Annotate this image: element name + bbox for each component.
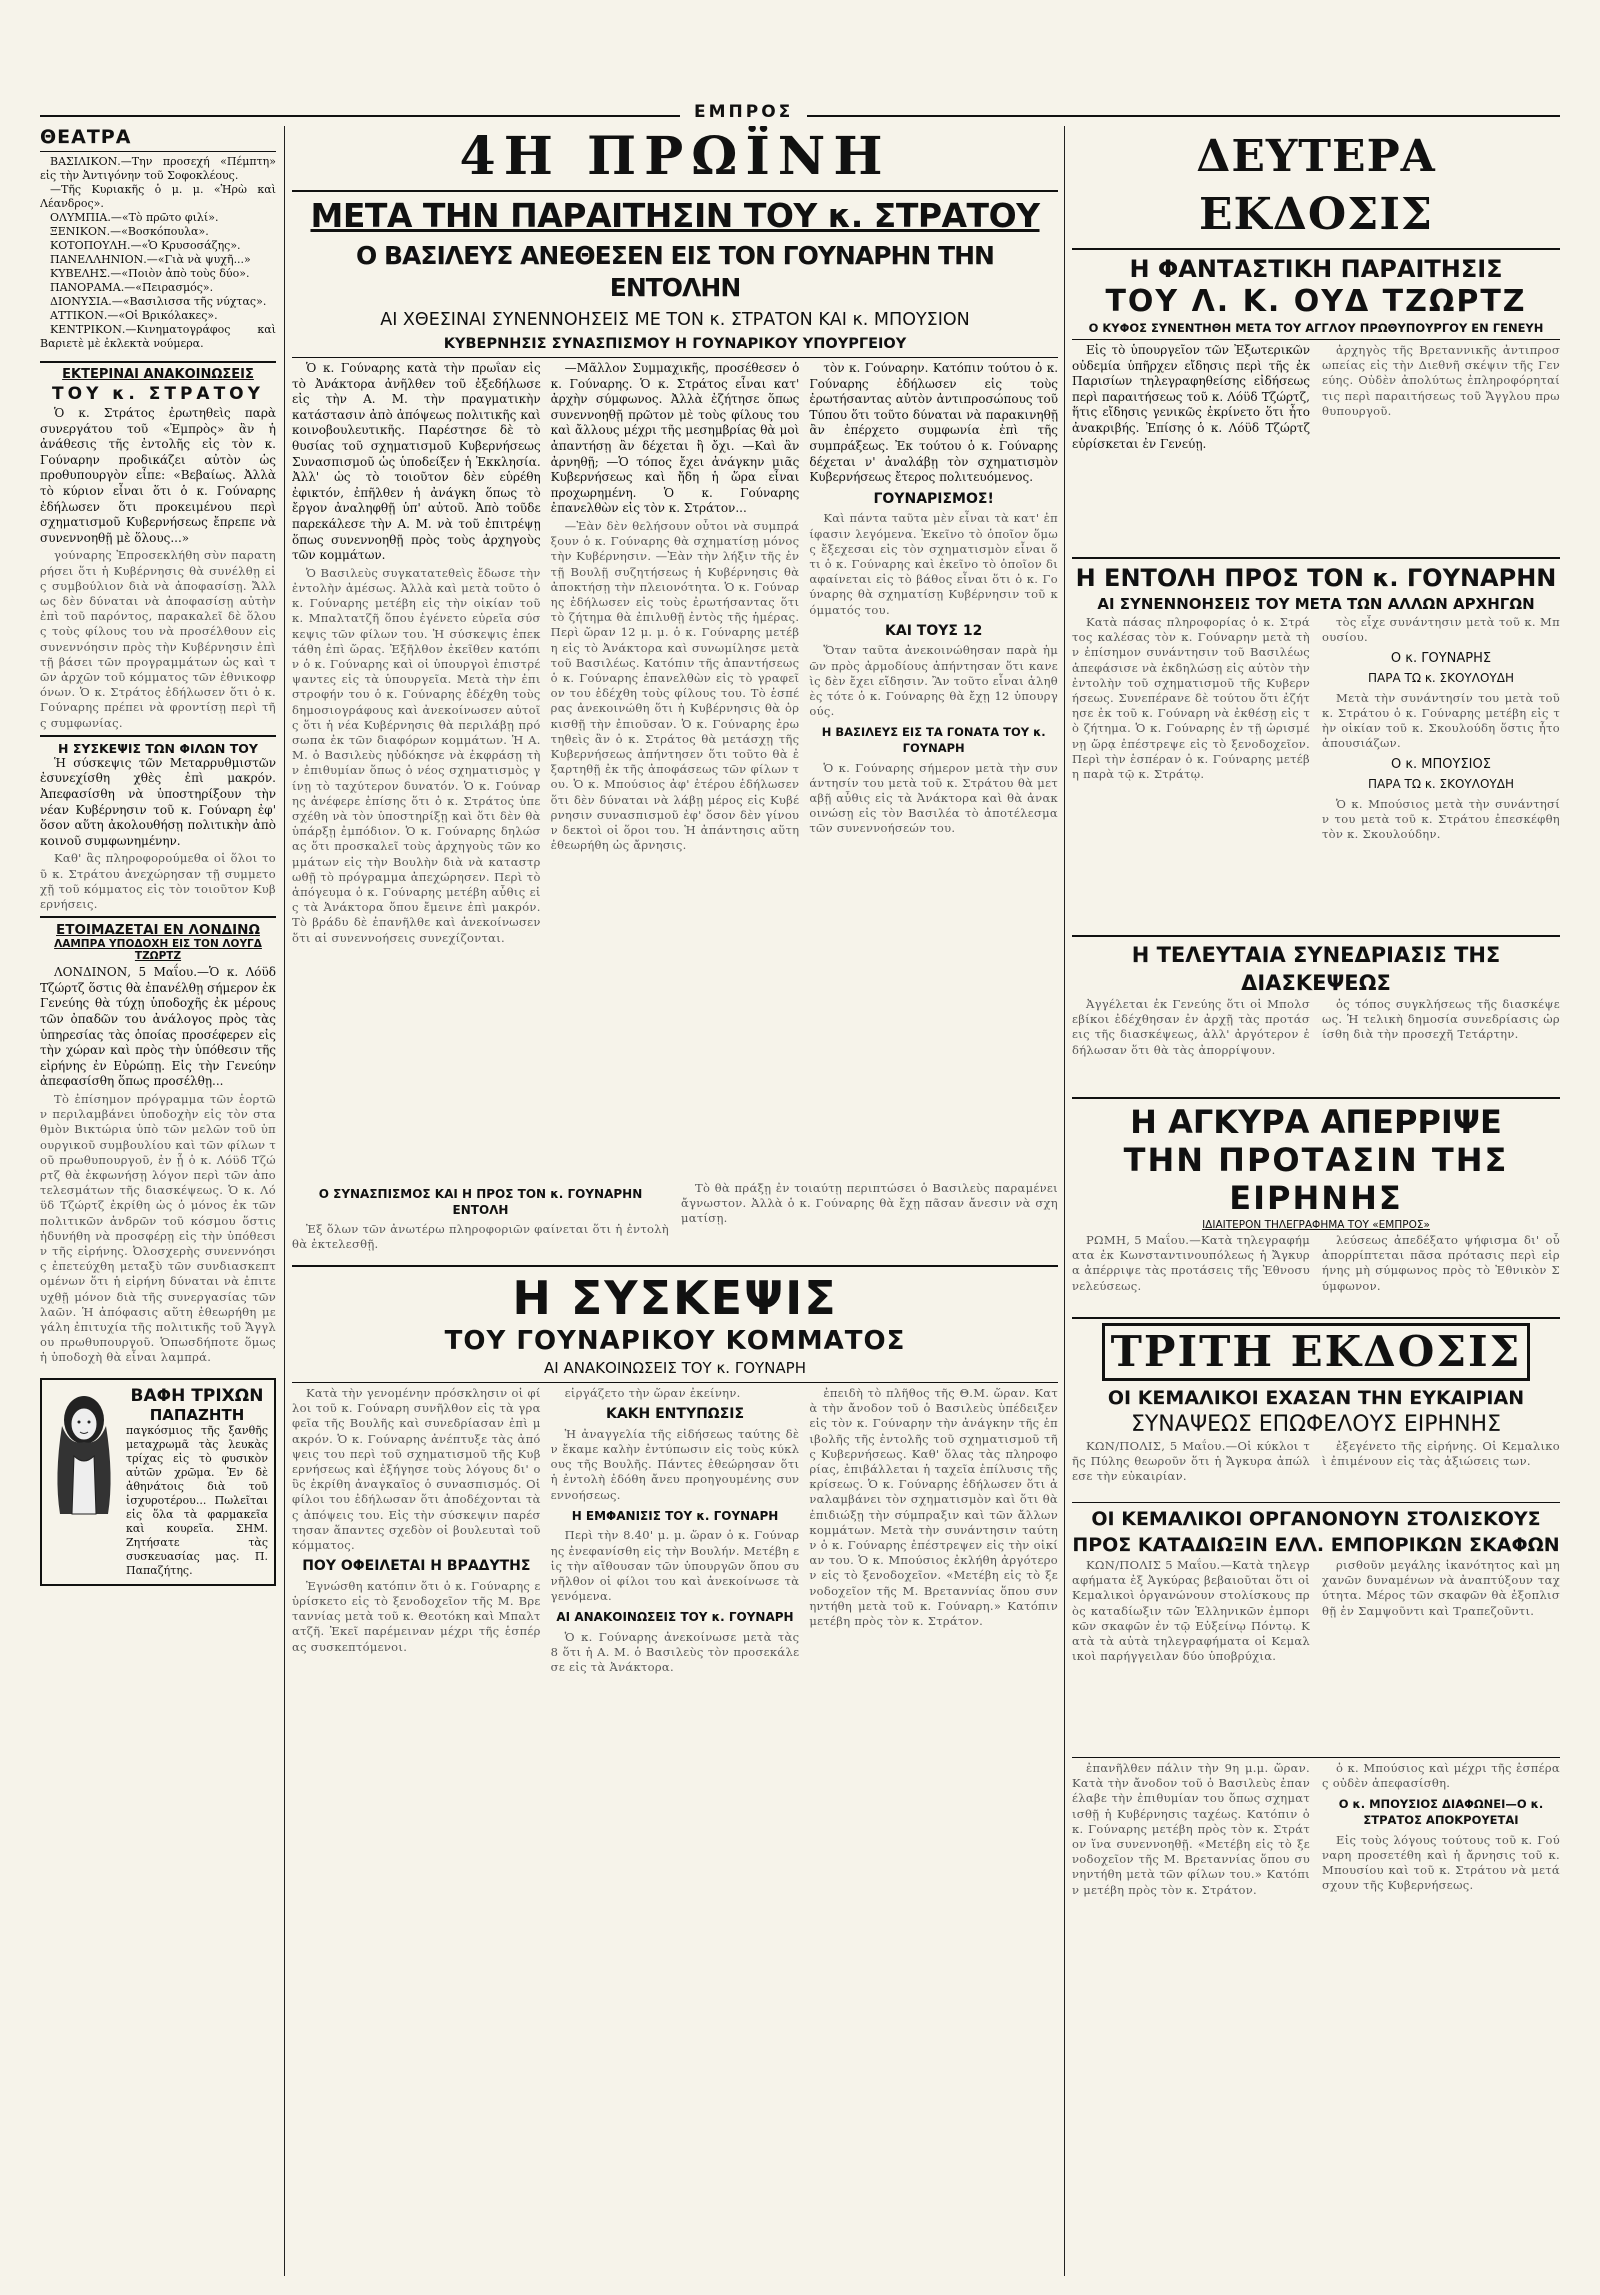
woman-portrait-icon — [48, 1386, 120, 1516]
right-bottom-col-1 — [1072, 1761, 1310, 2061]
subhead-2: ΑΙ ΧΘΕΣΙΝΑΙ ΣΥΝΕΝΝΟΗΣΕΙΣ ΜΕ ΤΟΝ κ. ΣΤΡΑΤΟΝ ΚΑΙ κ. ΜΠΟΥΣΙΟΝ — [380, 310, 970, 330]
mpousios-diafor-heading: Ο κ. ΜΠΟΥΣΙΟΣ ΔΙΑΦΩΝΕΙ—Ο κ. ΣΤΡΑΤΟΣ ΑΠΟΚΡΟΥΕΤΑΙ — [1338, 1797, 1544, 1827]
filler-text: Ἐξ ὅλων τῶν ἀνωτέρω πληροφοριῶν φαίνεται ὅτι ἡ ἐντολὴ θὰ ἐκτελεσθῇ. — [292, 1222, 669, 1252]
kemal-heading-2: ΣΥΝΑΨΕΩΣ ΕΠΩΦΕΛΟΥΣ ΕΙΡΗΝΗΣ — [1130, 1412, 1502, 1437]
ad-text: παγκόσμιος τῆς ξανθῆς μεταχρωμᾶ τὰς λευκὰς τρίχας εἰς τὸ φυσικὸν αὐτῶν χρῶμα. Ἐν δὲ ἀθηνάτοις διὰ τοῦ ἰσχυροτέρου... Πωλεῖται εἰς ὅλα τὰ φαρμακεῖα καὶ κουρεῖα. ΣΗΜ. Ζητήσατε τὰς συσκευασίας μας. Π. Παπαζήτης. — [126, 1423, 268, 1577]
mpousios-label: Ο κ. ΜΠΟΥΣΙΟΣ — [1391, 757, 1491, 773]
article-col-4 — [292, 1386, 541, 2086]
entoli-col-2 — [1322, 615, 1560, 931]
filler-text: Ὁ κ. Γούναρης ἀνεκοίνωσε μετὰ τὰς 8 ὅτι ἡ Α. Μ. ὁ Βασιλεὺς τὸν προσεκάλεσε εἰς τὰ Ἀνάκτορα. — [550, 1630, 800, 1675]
divider — [40, 361, 276, 363]
kemal-article-2 — [1072, 1558, 1560, 1754]
ai-anak-heading: ΑΙ ΑΝΑΚΟΙΝΩΣΕΙΣ ΤΟΥ κ. ΓΟΥΝΑΡΗ — [556, 1610, 794, 1625]
theatre-line: ΒΑΣΙΛΙΚΟΝ.—Την προσεχή «Πέμπτη» εἰς τὴν Ἀντιγόνην τοῦ Σοφοκλέους. — [40, 155, 276, 182]
gounaris-label: Ο κ. ΓΟΥΝΑΡΗΣ — [1390, 651, 1492, 667]
divider — [1072, 1502, 1560, 1503]
teleutaia-article — [1072, 997, 1560, 1093]
agkyra-col-1 — [1072, 1233, 1310, 1313]
synaspismos-col-2 — [681, 1181, 1058, 1261]
idiaiteron-label: ΙΔΙΑΙΤΕΡΟΝ ΤΗΛΕΓΡΑΦΗΜΑ ΤΟΥ «ΕΜΠΡΟΣ» — [1202, 1219, 1430, 1231]
emfanisis-heading: Η ΕΜΦΑΝΙΣΙΣ ΤΟΥ κ. ΓΟΥΝΑΡΗ — [571, 1508, 779, 1523]
right-article-col-2 — [1322, 343, 1560, 553]
section3-text — [40, 965, 276, 1365]
second-subheadline-2: ΑΙ ΑΝΑΚΟΙΝΩΣΕΙΣ ΤΟΥ κ. ΓΟΥΝΑΡΗ — [544, 1359, 806, 1377]
masthead — [40, 102, 1560, 124]
kemal-col-2 — [1322, 1439, 1560, 1499]
filler-text: ἀρχηγὸς τῆς Βρεταννικῆς ἀντιπροσωπείας εἰς τὴν Διεθνῆ σκέψιν τῆς Γενεύης. Οὐδὲν ἀπολύτως ἐπληροφόρηταί τις περὶ παραιτήσεως τοῦ Ἄγγλου πρωθυπουργοῦ. — [1322, 343, 1560, 418]
theatre-line: ΟΛΥΜΠΙΑ.—«Τὸ πρῶτο φιλί». — [50, 211, 219, 224]
right-headline-2: ΤΟΥ Λ. Κ. ΟΥΔ ΤΖΩΡΤΖ — [1105, 284, 1527, 319]
theatre-line: ΑΤΤΙΚΟΝ.—«Οἱ Βρικόλακες». — [50, 309, 218, 322]
article-col-5 — [551, 1386, 800, 2086]
divider — [40, 916, 276, 918]
section2-paragraph: Ἡ σύσκεψις τῶν Μεταρρυθμιστῶν ἐσυνεχίσθη χθὲς ἐπὶ μακρόν. Ἀπεφασίσθη νὰ ὑποστηρίξουν τὴν νέαν Κυβέρνησιν τοῦ κ. Γούναρη ἐφ' ὅσον αὕτη ἀκολουθήσῃ πολιτικὴν ἀπὸ κοινοῦ συμφωνημένην. — [40, 755, 276, 848]
filler-text: γούναρης Ἐπροσεκλήθη σὺν παρατηρήσει ὅτι ἡ Κυβέρνησις θὰ συνέλθῃ εἰς συμβούλιον διὰ νὰ ἀποφασίσῃ. Ἄλλως δὲν δύναται νὰ ἀποφασίσῃ αὐτὴν ἐπὶ τοῦ παρόντος, παρακαλεῖ δὲ ὅλους τοὺς φίλους του νὰ προσέλθουν εἰς συνεννόησιν πρὸς τὴν Κυβέρνησιν ἐπὶ τῇ βάσει τῶν προγραμμάτων ὡς καὶ τῶν ἀρχῶν τοῦ κόμματος τῶν ἐθνικοφρόνων. Ὁ κ. Στράτος ἐδήλωσεν ὅτι ὁ κ. Γούναρης πρέπει νὰ φροντίσῃ περὶ τῆς συμφωνίας. — [40, 548, 276, 730]
section1-title: ΕΚΤΕΡΙΝΑΙ ΑΝΑΚΟΙΝΩΣΕΙΣ — [62, 367, 254, 382]
filler-text: Κατὰ πάσας πληροφορίας ὁ κ. Στράτος καλέσας τὸν κ. Γούναρην μετὰ τὴν ἐπίσημον συνάντησιν τοῦ Βασιλέως ἀπεφάσισε νὰ ἐκδηλώσῃ εἰς αὐτὸν τὴν ἐντολὴν τοῦ σχηματισμοῦ τῆς Κυβερνήσεως. Συνεπέρανε δὲ τούτου ὅτι ἐζήτησε ἐκ τοῦ κ. Γούναρη νὰ ἐκθέσῃ εἰς τὸ ζήτημα. Ὁ κ. Γούναρης ἐν τῇ ὡρισμένῃ ὥρᾳ ἐπέστρεψε εἰς τὸ ξενοδοχεῖον. Περὶ τὴν ἑσπέραν ὁ κ. Γούναρης μετέβη παρὰ τῷ κ. Στράτῳ. — [1072, 615, 1310, 782]
filler-text: Τὸ θὰ πράξῃ ἐν τοιαύτῃ περιπτώσει ὁ Βασιλεὺς παραμένει ἄγνωστον. Ἀλλὰ ὁ κ. Γούναρης θὰ ἔχῃ πᾶσαν ἄνεσιν νὰ σχηματίσῃ. — [681, 1181, 1058, 1226]
divider — [292, 190, 1058, 192]
article-paragraph: —Μᾶλλον Συμμαχικῆς, προσέθεσεν ὁ κ. Γούναρης. Ὁ κ. Στράτος εἶναι κατ' ἀρχὴν σύμφωνος. Ἀλλὰ ἐζήτησε ὅπως συνεννοηθῇ πρῶτον μὲ τοὺς φίλους του καὶ ἄλλους μέχρι τῆς μεσημβρίας θὰ μοὶ ἀπαντήσῃ ἂν δέχεται ἢ ὄχι. —Καὶ ἂν ἀρνηθῇ; —Ὁ τόπος ἔχει ἀνάγκην μιᾶς Κυβερνήσεως καὶ ἤδη ἡ ὥρα εἶναι προχωρημένη. Ὁ κ. Γούναρης ἐπανελθὼν εἰς τὸν κ. Στράτον... — [550, 361, 800, 516]
right-headline-3: Ο ΚΥΦΟΣ ΣΥΝΕΝΤΗΘΗ ΜΕΤΑ ΤΟΥ ΑΓΓΛΟΥ ΠΡΩΘΥΠΟΥΡΓΟΥ ΕΝ ΓΕΝΕΥΗ — [1088, 321, 1544, 335]
right-headline-1: Η ΦΑΝΤΑΣΤΙΚΗ ΠΑΡΑΙΤΗΣΙΣ — [1129, 255, 1503, 283]
filler-text: Περὶ τὴν 8.40' μ. μ. ὥραν ὁ κ. Γούναρης ἐνεφανίσθη εἰς τὴν Βουλήν. Μετέβη εἰς τὴν αἴθουσαν τῶν ὑπουργῶν ὅπου συνῆλθον οἱ φίλοι του καὶ ἀνεκοίνωσε τὰ γενόμενα. — [550, 1528, 800, 1604]
filler-text: ὁ κ. Μπούσιος καὶ μέχρι τῆς ἑσπέρας οὐδὲν ἀπεφασίσθη. — [1322, 1761, 1560, 1791]
kemal-col-1 — [1072, 1439, 1310, 1499]
second-subheadline: ΤΟΥ ΓΟΥΝΑΡΙΚΟΥ ΚΟΜΜΑΤΟΣ — [444, 1326, 906, 1356]
article-columns-top — [292, 361, 1058, 1181]
subhead-1: Ο ΒΑΣΙΛΕΥΣ ΑΝΕΘΕΣΕΝ ΕΙΣ ΤΟΝ ΓΟΥΝΑΡΗΝ ΤΗΝ ΕΝΤΟΛΗΝ — [356, 241, 994, 302]
article-paragraph: Ὁ κ. Γούναρης κατὰ τὴν πρωΐαν εἰς τὸ Ἀνάκτορα ἀνῆλθεν τοῦ ἐξεδήλωσε εἰς τὴν Α. Μ. τὴν πραγματικὴν κατάστασιν ἀπὸ ἀπόψεως πολιτικῆς καὶ κοινοβουλευτικῆς. Παρέστησε δὲ τὸ θυσίας τοῦ σχηματισμοῦ Κυβερνήσεως Συνασπισμοῦ ὡς ὑποδείξεν ἡ Ἐκκλησία. Ἀλλ' ὡς τὸ τοιοῦτον δὲν εὑρέθη ἐφικτόν, ἐπῆλθεν ἡ ἀνάγκη ὅπως τὸ ἔργον ἀναληφθῇ ὑπ' αὐτοῦ. Ἀπὸ τοῦδε παρεκάλεσε τὴν Α. Μ. νὰ τοῦ ἐπιτρέψῃ ὅπως συνεννοηθῇ πρὸς τοὺς ἀρχηγοὺς τῶν κομμάτων. — [292, 361, 541, 563]
edition-title: 4Η ΠΡΩΪΝΗ — [459, 126, 891, 187]
divider — [1072, 935, 1560, 937]
theatre-line: ΞΕΝΙΚΟΝ.—«Βοσκόπουλα». — [50, 225, 209, 238]
gounarismos-heading: ΓΟΥΝΑΡΙΣΜΟΣ! — [873, 490, 994, 507]
filler-text: ΡΩΜΗ, 5 Μαΐου.—Κατὰ τηλεγραφήματα ἐκ Κωνσταντινουπόλεως ἡ Ἄγκυρα ἀπέρριψε τὰς προτάσεις τῆς Ἐθνοσυνελεύσεως. — [1072, 1233, 1310, 1293]
kemal-col-3 — [1072, 1558, 1310, 1754]
second-edition-title: ΔΕΥΤΕΡΑ ΕΚΔΟΣΙΣ — [1196, 131, 1436, 240]
filler-text: ἐπανῆλθεν πάλιν τὴν 9η μ.μ. ὥραν. Κατὰ τὴν ἄνοδον τοῦ ὁ Βασιλεὺς ἐπανέλαβε τὴν ἐπιθυμίαν του ὅπως σχηματισθῇ ἡ Κυβέρνησις ταχέως. Κατόπιν ὁ κ. Γούναρης μετέβη πρὸς τὸν κ. Στράτον ἵνα συνεννοηθῇ. «Μετέβη εἰς τὸ ξενοδοχεῖον τῆς Μ. Βρεταννίας ὅπου συνηντήθη μετὰ τῶν φίλων του.» Κατόπιν μετέβη πρὸς τὸν κ. Στράτον. — [1072, 1761, 1310, 1897]
article-paragraph: Εἰς τὸ ὑπουργεῖον τῶν Ἐξωτερικῶν οὐδεμία ὑπῆρχεν εἴδησις περὶ τῆς ἐκ Παρισίων τηλεγραφηθείσης εἰδήσεως περὶ παραιτήσεως τοῦ κ. Λόϋδ Τζώρτζ, ἥτις εἴδησις γενικῶς ἐκρίνετο ὅτι ἦτο ἀνακριβής. Ἐπίσης ὁ κ. Λόϋδ Τζώρτζ εὑρίσκεται ἐν Γενεύῃ. — [1072, 343, 1310, 451]
agkyra-heading: Η ΑΓΚΥΡΑ ΑΠΕΡΡΙΨΕ — [1130, 1103, 1502, 1141]
divider — [292, 1382, 1058, 1383]
synaspismos-heading: Ο ΣΥΝΑΣΠΙΣΜΟΣ ΚΑΙ Η ΠΡΟΣ ΤΟΝ κ. ΓΟΥΝΑΡΗΝ ΕΝΤΟΛΗ — [318, 1187, 643, 1217]
article-col-3 — [809, 361, 1058, 1181]
filler-text: Εἰς τοὺς λόγους τούτους τοῦ κ. Γούναρη προσετέθη καὶ ἡ ἄρνησις τοῦ κ. Μπουσίου καὶ τοῦ κ. Στράτου νὰ μετάσχουν τῆς Κυβερνήσεως. — [1322, 1832, 1560, 1893]
filler-text: τὸς εἶχε συνάντησιν μετὰ τοῦ κ. Μπουσίου. — [1322, 615, 1560, 645]
section3-subtitle: ΛΑΜΠΡΑ ΥΠΟΔΟΧΗ ΕΙΣ ΤΟΝ ΛΟΥΓΔ ΤΖΩΡΤΖ — [54, 938, 262, 963]
entoli-article — [1072, 615, 1560, 931]
divider — [1072, 248, 1560, 250]
theatre-line: ΚΥΒΕΛΗΣ.—«Ποιὸν ἀπὸ τοὺς δύο». — [50, 267, 250, 280]
filler-text: Καὶ πάντα ταῦτα μὲν εἶναι τὰ κατ' ἐπίφασιν λεγόμενα. Ἐκεῖνο τὸ ὁποῖον ὅμως ἔξεχεσαι εἰς τὸν σχηματισμὸν εἶναι ὅτι ὁ κ. Γούναρης καὶ ἐκεῖνο τὸ ὁποῖον διαφαίνεται εἰς τὸ βάθος εἶναι ὅτι ὁ κ. Γούναρης θὰ σχηματίσῃ Κυβέρνησιν τοῦ κόμματός του. — [809, 511, 1058, 617]
article-paragraph: τὸν κ. Γούναρην. Κατόπιν τούτου ὁ κ. Γούναρης ἐδήλωσεν εἰς τοὺς ἐρωτήσαντας αὐτὸν ἀντιπροσώπους τοῦ Τύπου ὅτι τοῦτο δύναται νὰ παρακινηθῇ ἂν ἐπέρχετο συμφωνία ἐπὶ τῆς συμπράξεως. Ἐκ τούτου ὁ κ. Γούναρης δέχεται ν' ἀναλάβῃ τὸν σχηματισμὸν Κυβερνήσεως ἔτερος πολιτευόμενος. — [809, 361, 1058, 485]
hair-dye-ad — [40, 1378, 276, 1586]
theatre-line: ΚΕΝΤΡΙΚΟΝ.—Κινηματογράφος καὶ Βαριετὲ μὲ ἐκλεκτὰ νούμερα. — [40, 323, 276, 350]
agkyra-subheading: ΤΗΝ ΠΡΟΤΑΣΙΝ ΤΗΣ ΕΙΡΗΝΗΣ — [1123, 1141, 1509, 1217]
filler-text: ὁς τόπος συγκλήσεως τῆς διασκέψεως. Ἡ τελικὴ δημοσία συνεδρίασις ὡρίσθη διὰ τὴν προσεχῆ Τετάρτην. — [1322, 997, 1560, 1042]
synaspismos-col — [292, 1181, 669, 1261]
divider — [40, 151, 276, 152]
teleutaia-col-2 — [1322, 997, 1560, 1093]
divider — [40, 735, 276, 737]
filler-text: Ὁ κ. Γούναρης σήμερον μετὰ τὴν συνάντησίν του μετὰ τοῦ κ. Στράτου θὰ μεταβῇ αὖθις εἰς τὰ Ἀνάκτορα καὶ θὰ ἀνακοινώσῃ εἰς τὸν Βασιλέα τὸ ἀποτέλεσμα τῶν συνεννοήσεών του. — [809, 760, 1058, 836]
vasileus-heading: Η ΒΑΣΙΛΕΥΣ ΕΙΣ ΤΑ ΓΟΝΑΤΑ ΤΟΥ κ. ΓΟΥΝΑΡΗ — [821, 725, 1046, 755]
filler-text: Τὸ ἐπίσημον πρόγραμμα τῶν ἑορτῶν περιλαμβάνει ὑποδοχὴν εἰς τὸν σταθμὸν Βικτώρια ὑπὸ τῶν μελῶν τοῦ ὑπουργικοῦ συμβουλίου καὶ τῶν φίλων τοῦ πρωθυπουργοῦ, ἐν ᾗ ὁ κ. Λόϋδ Τζώρτζ θὰ ἐκφωνήσῃ λόγον περὶ τῶν ἀποτελεσμάτων τῆς διασκέψεως. Ὁ κ. Λόϋδ Τζώρτζ ἐκρίθη ὡς ὁ μόνος ἐκ τῶν πολιτικῶν ἀνδρῶν τοῦ κόσμου ὅστις ἠδυνήθη νὰ προσφέρῃ εἰς τὴν ὑπόθεσιν τῆς εἰρήνης. Ὀλοσχερὴς συνεννόησις ἐπετεύχθη μεταξὺ τῶν συνδιασκεπτομένων ὅτι ἡ εἰρήνη δύναται νὰ ἐπιτευχθῇ μόνον διὰ τῆς συνεργασίας τῶν λαῶν. Ἡ ἀπόφασις αὕτη ἐθεωρήθη μεγάλη ἐπιτυχία τῆς πολιτικῆς τοῦ Ἄγγλου πρωθυπουργοῦ. Ὁπωσδήποτε ὅμως ἡ ὑποδοχὴ θὰ εἶναι λαμπρά. — [40, 1091, 276, 1365]
divider — [1072, 1317, 1560, 1319]
filler-text: Καθ' ἃς πληροφορούμεθα οἱ ὅλοι τοῦ κ. Στράτου ἀνεχώρησαν τῇ συμμετοχῇ τοῦ κόμματος εἰς τὸν τοιοῦτον Κυβερνήσεις. — [40, 851, 276, 911]
filler-text: Ἐγνώσθη κατόπιν ὅτι ὁ κ. Γούναρης εὑρίσκετο εἰς τὸ ξενοδοχεῖον τῆς Μ. Βρεταννίας μετὰ τοῦ κ. Θεοτόκη καὶ Μπαλτατζῆ. Ἐκεῖ παρέμειναν μέχρι τῆς ἑσπέρας συσκεπτόμενοι. — [292, 1578, 541, 1654]
filler-text: Ὁ κ. Μπούσιος μετὰ τὴν συνάντησίν του μετὰ τοῦ κ. Στράτου ἐπεσκέφθη τὸν κ. Σκουλούδην. — [1322, 796, 1560, 841]
right-column — [1072, 126, 1560, 2276]
divider — [1072, 557, 1560, 559]
kemal-heading-4: ΠΡΟΣ ΚΑΤΑΔΙΩΞΙΝ ΕΛΛ. ΕΜΠΟΡΙΚΩΝ ΣΚΑΦΩΝ — [1072, 1534, 1560, 1556]
filler-text: Ἀγγέλεται ἐκ Γενεύης ὅτι οἱ Μπολσεβίκοι ἐδέχθησαν ἐν ἀρχῇ τὰς προτάσεις τῆς διασκέψεως, ἀλλ' ἀργότερον ἐδήλωσαν ὅτι θὰ τὰς ἀπορρίψουν. — [1072, 997, 1310, 1057]
column-rule — [1064, 126, 1065, 2276]
column-rule — [284, 126, 285, 2276]
filler-text: ΚΩΝ/ΠΟΛΙΣ 5 Μαΐου.—Κατὰ τηλεγραφήματα ἐξ Ἀγκύρας βεβαιοῦται ὅτι οἱ Κεμαλικοὶ ὀργανώνουν στολίσκους πρὸς καταδίωξιν τῶν Ἑλληνικῶν ἐμπορικῶν σκαφῶν ἐν τῷ Εὐξείνῳ Πόντῳ. Κατὰ τὰ αὐτὰ τηλεγραφήματα οἱ Κεμαλικοὶ παρήγγειλαν δύο ὑποβρύχια. — [1072, 1558, 1310, 1664]
filler-text: Κατὰ τὴν γενομένην πρόσκλησιν οἱ φίλοι τοῦ κ. Γούναρη συνῆλθον εἰς τὰ γραφεῖα τῆς Βουλῆς καὶ συνεδρίασαν ἐπὶ μακρόν. Ὁ κ. Γούναρης ἀνέπτυξε τὰς ἀπόψεις του περὶ τοῦ σχηματισμοῦ τῆς Κυβερνήσεως καὶ ἐξήγησε τοὺς λόγους δι' οὓς ἐκρίθη ἀναγκαῖος ὁ συνασπισμός. Οἱ φίλοι του ἐδήλωσαν ὅτι ἀποδέχονται τὰς ἀπόψεις του. Εἰς τὴν σύσκεψιν παρέστησαν ἅπαντες σχεδὸν οἱ βουλευταὶ τοῦ κόμματος. — [292, 1386, 541, 1553]
teleutaia-col-1 — [1072, 997, 1310, 1093]
kaki-heading: ΚΑΚΗ ΕΝΤΥΠΩΣΙΣ — [605, 1406, 745, 1423]
section3-title: ΕΤΟΙΜΑΖΕΤΑΙ ΕΝ ΛΟΝΔΙΝΩ — [56, 922, 260, 939]
ad-subtitle: ΠΑΠΑΖΗΤΗ — [149, 1405, 245, 1424]
theatre-line: ΚΟΤΟΠΟΥΛΗ.—«Ὁ Κρυσοσάζης». — [50, 239, 241, 252]
main-headline: ΜΕΤΑ ΤΗΝ ΠΑΡΑΙΤΗΣΙΝ ΤΟΥ κ. ΣΤΡΑΤΟΥ — [310, 196, 1040, 235]
ad-title: ΒΑΦΗ ΤΡΙΧΩΝ — [130, 1385, 264, 1406]
section1-paragraph: Ὁ κ. Στράτος ἐρωτηθεὶς παρὰ συνεργάτου τοῦ «Ἐμπρὸς» ἂν ἡ ἀνάθεσις τῆς ἐντολῆς εἰς τὸν κ. Γούναρην προδικάζει αὐτὸν ὡς προθυπουργὸν εἶπε: «Βεβαίως. Ἀλλὰ τὸ κύριον εἶναι ὅτι ὁ κ. Γούναρης ἐδήλωσεν ὅτι προκειμένου περὶ σχηματισμοῦ Κυβερνήσεως ἔπρεπε νὰ συνεννοηθῇ μὲ ὅλους...» — [40, 406, 276, 545]
subhead-3: ΚΥΒΕΡΝΗΣΙΣ ΣΥΝΑΣΠΙΣΜΟΥ Η ΓΟΥΝΑΡΙΚΟΥ ΥΠΟΥΡΓΕΙΟΥ — [443, 336, 907, 352]
entoli-col-1 — [1072, 615, 1310, 931]
article-col-1 — [292, 361, 541, 1181]
filler-text: Ὁ Βασιλεὺς συγκατατεθεὶς ἔδωσε τὴν ἐντολὴν ἀμέσως. Ἀλλὰ καὶ μετὰ τοῦτο ὁ κ. Γούναρης μετέβη εἰς τὴν οἰκίαν τοῦ κ. Μπαλτατζῆ ὅπου ἐγένετο εὐρεῖα σύσκεψις τῶν φίλων του. Ἡ σύσκεψις ἐπεκτάθη ἐπὶ ὥρας. Ἐξῆλθον ἐκεῖθεν κατόπιν ὁ κ. Γούναρης καὶ οἱ ὑπουργοὶ ἐπιστρέψαντες εἰς τὰ ὑπουργεῖα. Μετὰ τὴν ἐπιστροφήν του ὁ κ. Γούναρης ἐδέχθη τοὺς δημοσιογράφους καὶ ἀνεκοίνωσεν αὐτοῖς ὅτι ἡ νέα Κυβέρνησις θὰ περιλάβῃ πρόσωπα ἐκ τῶν διαφόρων κομμάτων. Ἡ Α. Μ. ὁ Βασιλεὺς ηὐδόκησε νὰ ἐκφράσῃ τὴν ἐπιθυμίαν ὅπως ὁ νέος σχηματισμὸς γίνῃ τὸ ταχύτερον δυνατόν. Ὁ κ. Γούναρης ἀνέφερε ἐπίσης ὅτι ὁ κ. Στράτος ὑπεσχέθη νὰ τὸν ὑποστηρίξῃ καὶ ὅτι δὲν θὰ ὑπάρξῃ ἐμπόδιον. Ὁ κ. Γούναρης δηλώσας ὅτι προσκαλεῖ τοὺς ἀρχηγοὺς τῶν κομμάτων εἰς τὴν Βουλὴν διὰ νὰ καταστρωθῇ τὸ πρόγραμμα ἀπεχώρησεν. Περὶ τὸ ἀπόγευμα ὁ κ. Γούναρης μετέβη αὖθις εἰς τὰ Ἀνάκτορα ὅπου ἔμεινε ἐπὶ μακρόν. Τὸ βράδυ δὲ ἐπανῆλθε καὶ ἀνεκοίνωσεν ὅτι αἱ συνεννοήσεις συνεχίζονται. — [292, 565, 541, 945]
theatre-title: ΘΕΑΤΡΑ — [40, 126, 132, 148]
filler-text: —Ἐὰν δὲν θελήσουν οὗτοι νὰ συμπράξουν ὁ κ. Γούναρης θὰ σχηματίσῃ μόνος τὴν Κυβέρνησιν. —Ἐὰν τὴν λήξιν τῆς ἐν τῇ Βουλῇ συζητήσεως ἡ Κυβέρνησις θὰ ἀποκτήσῃ τὴν πλειονότητα. Ὁ κ. Γούναρης ἐδήλωσεν εἰς τοὺς ἐρωτήσαντας ὅτι τὸ ζήτημα θὰ ἐπιλυθῇ ἐντὸς τῆς ἡμέρας. Περὶ ὥραν 12 μ. μ. ὁ κ. Γούναρης μετέβη εἰς τὸ Ἀνάκτορα καὶ συνωμίλησε μετὰ τοῦ Βασιλέως. Κατόπιν τῆς ἀπαντήσεως ὁ κ. Γούναρης ἐπανελθὼν εἰς τὸ γραφεῖον του ἐδέχθη τοὺς φίλους του. Τὸ ἑσπέρας ἀνεκοινώθη ὅτι ἡ Κυβέρνησις θὰ ὁρκισθῇ τὴν ἐπιοῦσαν. Ὁ κ. Γούναρης ἐρωτηθεὶς ἂν ὁ κ. Στράτος θὰ μετάσχῃ τῆς Κυβερνήσεως ἀπήντησεν ὅτι τοῦτο θὰ ἐξαρτηθῇ ἐκ τῆς ἀποφάσεως τῶν φίλων του. Ὁ κ. Μπούσιος ἀφ' ἑτέρου ἐδήλωσεν ὅτι δὲν δύναται νὰ λάβῃ μέρος εἰς Κυβέρνησιν συνασπισμοῦ ἐφ' ὅσον δὲν γίνουν δεκτοὶ οἱ ὅροι του. Ἡ ἀπάντησις αὕτη ἐθεωρήθη ὡς ἄρνησις. — [550, 518, 800, 853]
divider — [292, 357, 1058, 358]
right-bottom-article — [1072, 1761, 1560, 2061]
filler-text: Ἡ ἀναγγελία τῆς εἰδήσεως ταύτης δὲν ἔκαμε καλὴν ἐντύπωσιν εἰς τοὺς κύκλους τῆς Βουλῆς. Πάντες ἐθεώρησαν ὅτι ἡ ἐντολὴ ἐδόθη ἄνευ προηγουμένης συνεννοήσεως. — [550, 1426, 800, 1502]
theatre-line: ΔΙΟΝΥΣΙΑ.—«Βασιλισσα τῆς νύχτας». — [50, 295, 267, 308]
theatre-line: ΠΑΝΟΡΑΜΑ.—«Πειρασμός». — [50, 281, 214, 294]
theatre-line: —Τῆς Κυριακῆς ὁ μ. μ. «Ἡρὼ καὶ Λέανδρος». — [40, 183, 276, 210]
second-headline: Η ΣΥΣΚΕΨΙΣ — [512, 1271, 838, 1325]
agkyra-col-2 — [1322, 1233, 1560, 1313]
left-column — [40, 126, 276, 2276]
divider — [1072, 339, 1560, 340]
section3-paragraph: ΛΟΝΔΙΝΟΝ, 5 Μαΐου.—Ὁ κ. Λόϋδ Τζώρτζ ὅστις θὰ ἐπανέλθῃ σήμερον ἐκ Γενεύης θὰ τύχῃ ὑποδοχῆς ἐκ μέρους τῶν ὀπαδῶν του ἀνάλογος πρὸς τὰς ὑπηρεσίας τὰς ὁποίας προσέφερεν εἰς τὴν χώραν καὶ πρὸς τὴν ὑπόθεσιν τῆς εἰρήνης ἐν Εὐρώπῃ. Εἰς τὴν Γενεύην ἀπεφασίσθη ὅπως προσέλθῃ... — [40, 965, 276, 1089]
right-article-col-1 — [1072, 343, 1310, 553]
gounaris-sub: ΠΑΡΑ ΤΩ κ. ΣΚΟΥΛΟΥΔΗ — [1368, 671, 1514, 685]
kemal-heading-3: ΟΙ ΚΕΜΑΛΙΚΟΙ ΟΡΓΑΝΟΝΟΥΝ ΣΤΟΛΙΣΚΟΥΣ — [1091, 1508, 1541, 1530]
filler-text: Ὅταν ταῦτα ἀνεκοινώθησαν παρὰ ἡμῶν πρὸς ἀρμοδίους ἀπήντησαν ὅτι κανεὶς δὲν ἔχει εἴδησιν. Ἂν τοῦτο εἶναι ἀληθὲς τότε ὁ κ. Γούναρης θὰ ἔχῃ 12 ὑπουργούς. — [809, 643, 1058, 719]
section1-text — [40, 406, 276, 731]
kemal-heading-1: ΟΙ ΚΕΜΑΛΙΚΟΙ ΕΧΑΣΑΝ ΤΗΝ ΕΥΚΑΙΡΙΑΝ — [1107, 1387, 1525, 1409]
filler-text: ἐξεγένετο τῆς εἰρήνης. Οἱ Κεμαλικοὶ ἐπιμένουν εἰς τὰς ἀξιώσεις των. — [1322, 1439, 1560, 1469]
teleutaia-heading: Η ΤΕΛΕΥΤΑΙΑ ΣΥΝΕΔΡΙΑΣΙΣ ΤΗΣ ΔΙΑΣΚΕΨΕΩΣ — [1131, 943, 1501, 995]
synaspismos-block — [292, 1181, 1058, 1261]
filler-text: ἐπειδὴ τὸ πλῆθος τῆς Θ.Μ. ὥραν. Κατὰ τὴν ἄνοδον τοῦ ὁ Βασιλεὺς ὑπέδειξεν εἰς τὸν κ. Γούναρην τὴν ἀνάγκην τῆς ἐπιβολῆς τῆς ἐντολῆς τοῦ σχηματισμοῦ τῆς Κυβερνήσεως. Καθ' ὅλας τὰς πληροφορίας, ἐπιβάλλεται ἡ ταχεῖα ἐπίλυσις τῆς κρίσεως. Ὁ κ. Γούναρης ἐδήλωσεν ὅτι ἀναλαμβάνει τὸν σχηματισμὸν καὶ ὅτι θὰ ἐπιδιώξῃ τὴν σύμπραξιν καὶ τῶν ἄλλων κομμάτων. Μετὰ τὴν συνάντησιν ταύτην ὁ κ. Γούναρης ἐπέστρεψεν εἰς τὴν οἰκίαν του. Ὁ κ. Μπούσιος ἐκλήθη ἀργότερον εἰς τὸ ξενοδοχεῖον. «Μετέβη εἰς τὸ ξενοδοχεῖον τῆς Μ. Βρεταννίας ὅπου συνηντήθη μετὰ τοῦ κ. Γούναρη.» Κατόπιν μετέβη πρὸς τὸν κ. Στράτον. — [809, 1386, 1058, 1629]
agkyra-article — [1072, 1233, 1560, 1313]
right-article-1 — [1072, 343, 1560, 553]
kemal-article-1 — [1072, 1439, 1560, 1499]
filler-text: λεύσεως ἀπεδέξατο ψήφισμα δι' οὗ ἀπορρίπτεται πᾶσα πρότασις περὶ εἰρήνης μὴ σύμφωνος πρὸς τὸ Ἐθνικὸν Σύμφωνον. — [1322, 1233, 1560, 1293]
section2-text — [40, 756, 276, 912]
divider — [1072, 1097, 1560, 1099]
filler-text: Μετὰ τὴν συνάντησίν του μετὰ τοῦ κ. Στράτου ὁ κ. Γούναρης μετέβη εἰς τὴν οἰκίαν τοῦ κ. Σκουλούδη ὅστις ἦτο ἀπουσιάζων. — [1322, 690, 1560, 751]
right-bottom-col-2 — [1322, 1761, 1560, 2061]
theatre-list — [40, 155, 276, 351]
article-col-6 — [809, 1386, 1058, 2086]
entoli-heading: Η ΕΝΤΟΛΗ ΠΡΟΣ ΤΟΝ κ. ΓΟΥΝΑΡΗΝ — [1075, 564, 1557, 592]
filler-text: εἰργάζετο τὴν ὥραν ἐκείνην. — [564, 1386, 741, 1400]
kaitous-heading: ΚΑΙ ΤΟΥΣ 12 — [885, 622, 983, 639]
filler-text: ΚΩΝ/ΠΟΛΙΣ, 5 Μαΐου.—Οἱ κύκλοι τῆς Πύλης θεωροῦν ὅτι ἡ Ἄγκυρα ἀπώλεσε τὴν εὐκαιρίαν. — [1072, 1439, 1310, 1484]
divider — [1072, 1757, 1560, 1758]
filler-text: ρισθοῦν μεγάλης ἱκανότητος καὶ μηχανῶν δυναμένων νὰ ἀναπτύξουν ταχύτητα. Μέρος τῶν σκαφῶν θὰ ἐξοπλισθῇ ἐν Σαμψοῦντι καὶ Τραπεζοῦντι. — [1322, 1558, 1560, 1618]
section1-subtitle: ΤΟΥ κ. ΣΤΡΑΤΟΥ — [52, 384, 264, 404]
entoli-subheading: ΑΙ ΣΥΝΕΝΝΟΗΣΕΙΣ ΤΟΥ ΜΕΤΑ ΤΩΝ ΑΛΛΩΝ ΑΡΧΗΓΩΝ — [1097, 595, 1535, 613]
section2-title: Η ΣΥΣΚΕΨΙΣ ΤΩΝ ΦΙΛΩΝ ΤΟΥ — [58, 740, 258, 756]
third-edition-title: ΤΡΙΤΗ ΕΚΔΟΣΙΣ — [1102, 1323, 1530, 1381]
theatre-line: ΠΑΝΕΛΛΗΝΙΟΝ.—«Γιὰ νὰ ψυχῆ...» — [50, 253, 251, 266]
center-column — [292, 126, 1058, 2276]
kemal-col-4 — [1322, 1558, 1560, 1754]
pou-heading: ΠΟΥ ΟΦΕΙΛΕΤΑΙ Η ΒΡΑΔΥΤΗΣ — [302, 1558, 531, 1575]
article-col-2 — [551, 361, 800, 1181]
article-columns-bottom — [292, 1386, 1058, 2086]
mpousios-sub: ΠΑΡΑ ΤΩ κ. ΣΚΟΥΛΟΥΔΗ — [1368, 777, 1514, 791]
masthead-name: ΕΜΠΡΟΣ — [680, 102, 807, 122]
divider — [292, 1265, 1058, 1267]
